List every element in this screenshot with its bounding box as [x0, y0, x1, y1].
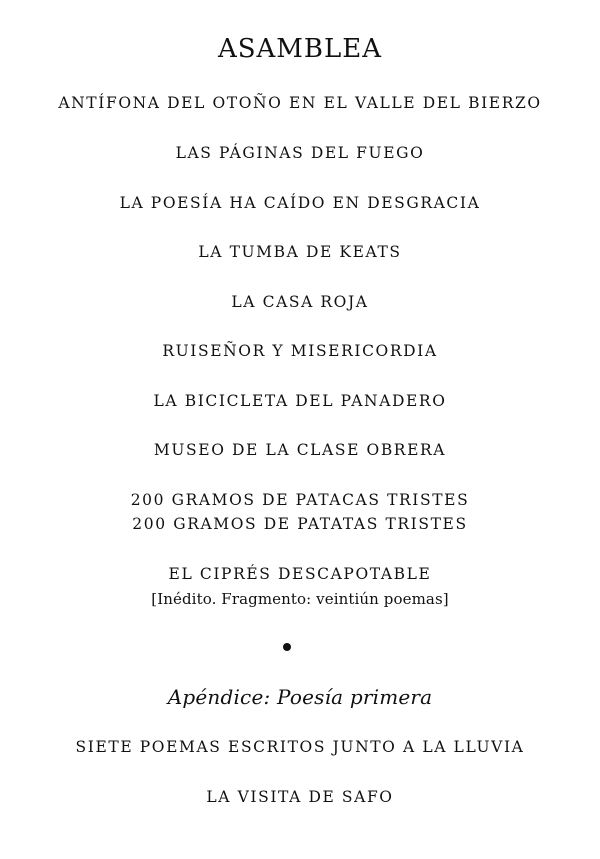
section-title: ASAMBLEA: [217, 34, 383, 64]
toc-entry: LA TUMBA DE KEATS: [198, 243, 402, 261]
toc-entry: LA POESÍA HA CAÍDO EN DESGRACIA: [119, 194, 481, 212]
toc-entry: ANTÍFONA DEL OTOÑO EN EL VALLE DEL BIERZO: [58, 94, 542, 112]
toc-entry: LA VISITA DE SAFO: [206, 788, 394, 806]
toc-entry: 200 GRAMOS DE PATATAS TRISTES: [132, 515, 468, 533]
toc-entry: LA BICICLETA DEL PANADERO: [153, 392, 447, 410]
toc-entry: LA CASA ROJA: [231, 293, 369, 311]
appendix-heading: Apéndice: Poesía primera: [167, 685, 433, 709]
section-divider-bullet: [283, 643, 291, 651]
toc-entry: 200 GRAMOS DE PATACAS TRISTES: [130, 491, 470, 509]
toc-entry: RUISEÑOR Y MISERICORDIA: [162, 342, 438, 360]
toc-note: [Inédito. Fragmento: veintiún poemas]: [151, 590, 449, 608]
toc-entry: EL CIPRÉS DESCAPOTABLE: [168, 565, 432, 583]
toc-entry: LAS PÁGINAS DEL FUEGO: [175, 144, 425, 162]
toc-entry: MUSEO DE LA CLASE OBRERA: [153, 441, 447, 459]
toc-entry: SIETE POEMAS ESCRITOS JUNTO A LA LLUVIA: [75, 738, 525, 756]
